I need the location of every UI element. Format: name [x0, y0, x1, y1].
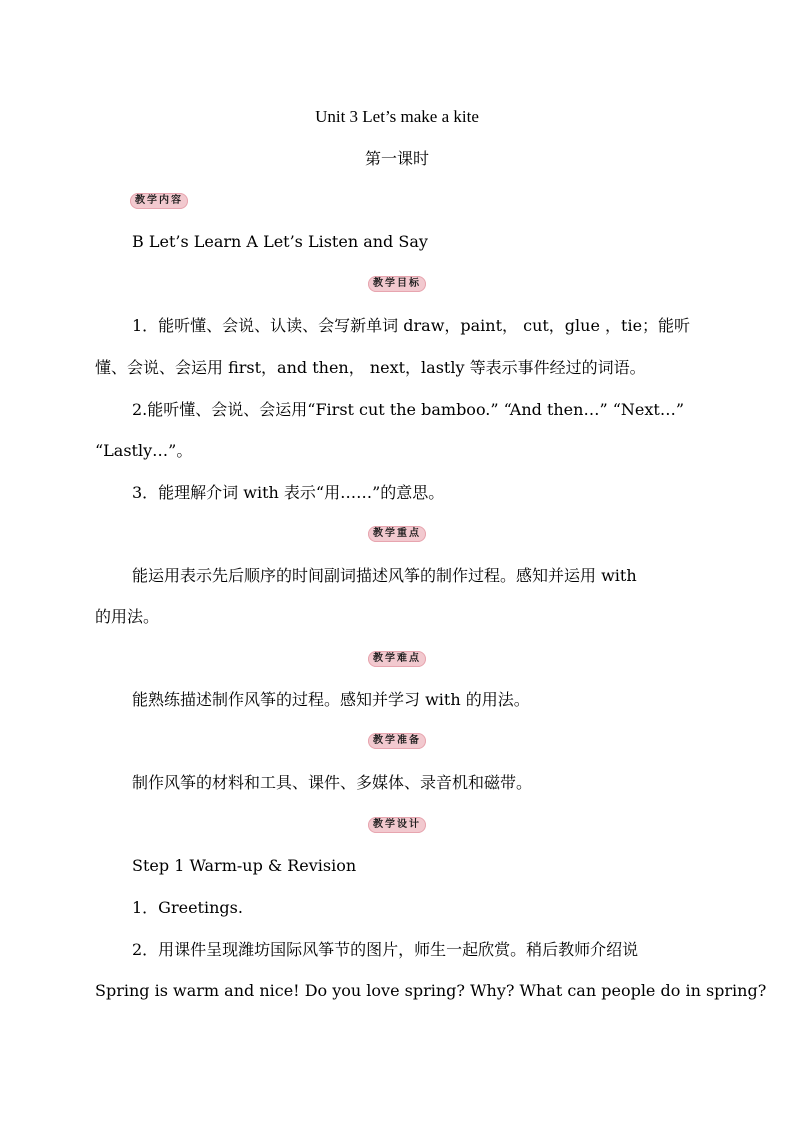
goal-3-line-1: 3．能理解介词 with 表示“用……”的意思。	[132, 483, 445, 502]
goal-2-line-2: “Lastly…”。	[95, 441, 193, 460]
section-tag-design: 教学设计	[368, 817, 426, 833]
difficulty-text: 能熟练描述制作风筝的过程。感知并学习 with 的用法。	[132, 690, 530, 709]
document-title: Unit 3 Let’s make a kite	[315, 107, 479, 126]
step-1-item-1: 1．Greetings.	[132, 898, 243, 917]
goal-1-line-2: 懂、会说、会运用 first，and then， next，lastly 等表示事件经过的词语。	[95, 358, 646, 377]
lesson-label: 第一课时	[364, 149, 429, 168]
section-tag-preparation: 教学准备	[368, 733, 426, 749]
preparation-text: 制作风筝的材料和工具、课件、多媒体、录音机和磁带。	[132, 773, 533, 792]
section-tag-content: 教学内容	[130, 193, 188, 209]
goal-1-line-1: 1．能听懂、会说、认读、会写新单词 draw，paint， cut，glue ，tie；能听	[132, 316, 691, 335]
content-text: B Let’s Learn A Let’s Listen and Say	[132, 232, 428, 251]
section-tag-goals: 教学目标	[368, 276, 426, 292]
step-1-item-2-line-1: 2．用课件呈现潍坊国际风筝节的图片，师生一起欣赏。稍后教师介绍说	[132, 940, 639, 959]
goal-2-line-1: 2.能听懂、会说、会运用“First cut the bamboo.” “And then…” “Next…”	[132, 400, 685, 419]
key-points-line-1: 能运用表示先后顺序的时间副词描述风筝的制作过程。感知并运用 with	[132, 566, 637, 585]
key-points-line-2: 的用法。	[95, 607, 160, 626]
section-tag-key-points: 教学重点	[368, 526, 426, 542]
step-1-title: Step 1 Warm-up & Revision	[132, 856, 357, 875]
section-tag-difficulty: 教学难点	[368, 651, 426, 667]
step-1-item-2-line-2: Spring is warm and nice! Do you love spring? Why? What can people do in spring?	[95, 981, 767, 1000]
